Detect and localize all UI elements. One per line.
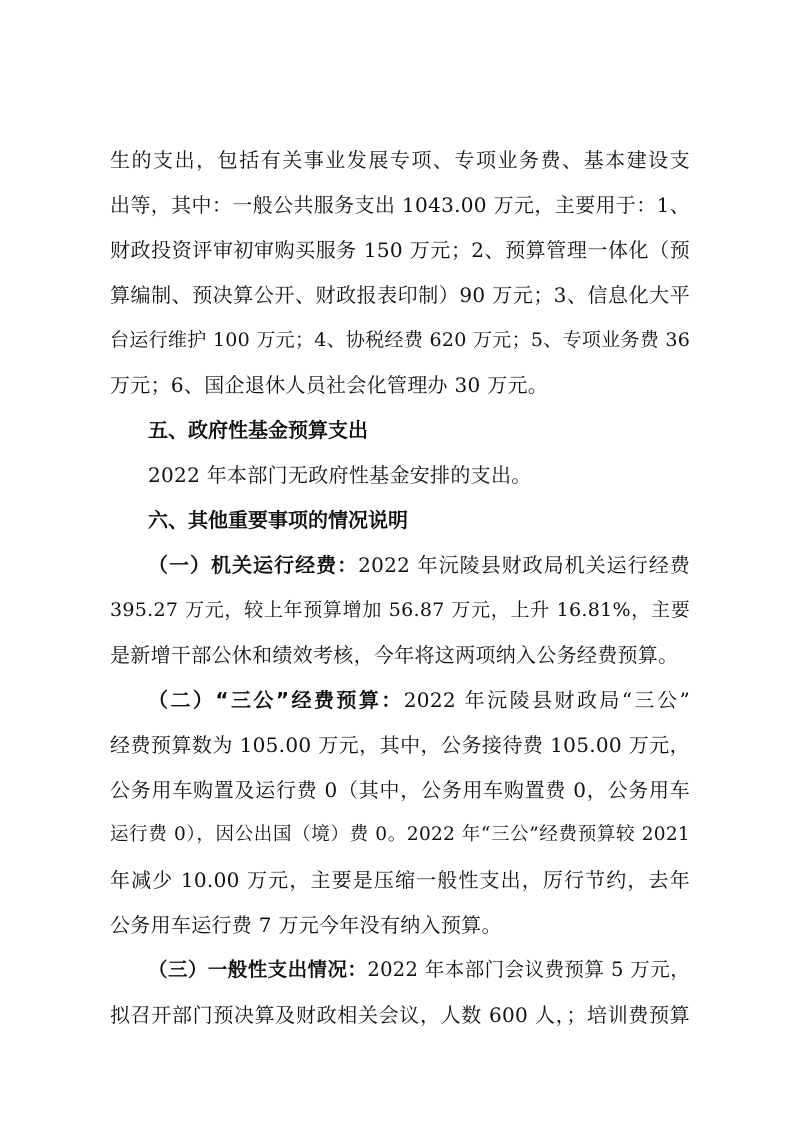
subsection-2-first-line [148,687,690,713]
paragraph-line: 年减少 10.00 万元，主要是压缩一般性支出，厉行节约，去年 [110,868,690,892]
paragraph-line: 生的支出，包括有关事业发展专项、专项业务费、基本建设支 [110,148,690,172]
subsection-3-first-line [148,957,690,983]
subsection-2-text: 2022 年沅陵县财政局“三公” [403,688,690,712]
subsection-3-text: 2022 年本部门会议费预算 5 万元， [367,958,690,981]
paragraph-line: 公务用车运行费 7 万元今年没有纳入预算。 [110,913,502,937]
paragraph-line: 是新增干部公休和绩效考核，今年将这两项纳入公务经费预算。 [110,643,679,667]
paragraph-line: 财政投资评审初审购买服务 150 万元；2、预算管理一体化（预 [110,238,690,262]
subsection-2-label: （二）“三公”经费预算： [148,688,404,712]
subsection-1-label: （一）机关运行经费： [148,553,359,577]
paragraph-line: 运行费 0），因公出国（境）费 0。2022 年“三公”经费预算较 2021 [110,824,690,845]
paragraph-line: 公务用车购置及运行费 0（其中，公务用车购置费 0，公务用车 [110,778,690,802]
subsection-1-first-line [148,552,690,578]
paragraph-line: 算编制、预决算公开、财政报表印制）90 万元；3、信息化大平 [110,283,690,307]
subsection-1-text: 2022 年沅陵县财政局机关运行经费 [358,553,691,577]
section-5-body: 2022 年本部门无政府性基金安排的支出。 [148,463,532,487]
paragraph-line: 出等，其中：一般公共服务支出 1043.00 万元，主要用于：1、 [110,193,690,217]
paragraph-line: 经费预算数为 105.00 万元，其中，公务接待费 105.00 万元， [110,733,690,757]
paragraph-line: 台运行维护 100 万元；4、协税经费 620 万元；5、专项业务费 36 [110,329,691,351]
section-heading-6: 六、其他重要事项的情况说明 [148,508,408,532]
paragraph-line: 拟召开部门预决算及财政相关会议，人数 600 人，；培训费预算 [110,1003,690,1027]
paragraph-line: 万元；6、国企退休人员社会化管理办 30 万元。 [110,373,549,397]
section-heading-5: 五、政府性基金预算支出 [148,418,368,442]
subsection-3-label: （三）一般性支出情况： [148,958,368,981]
paragraph-line: 395.27 万元，较上年预算增加 56.87 万元，上升 16.81%，主要 [110,599,690,621]
